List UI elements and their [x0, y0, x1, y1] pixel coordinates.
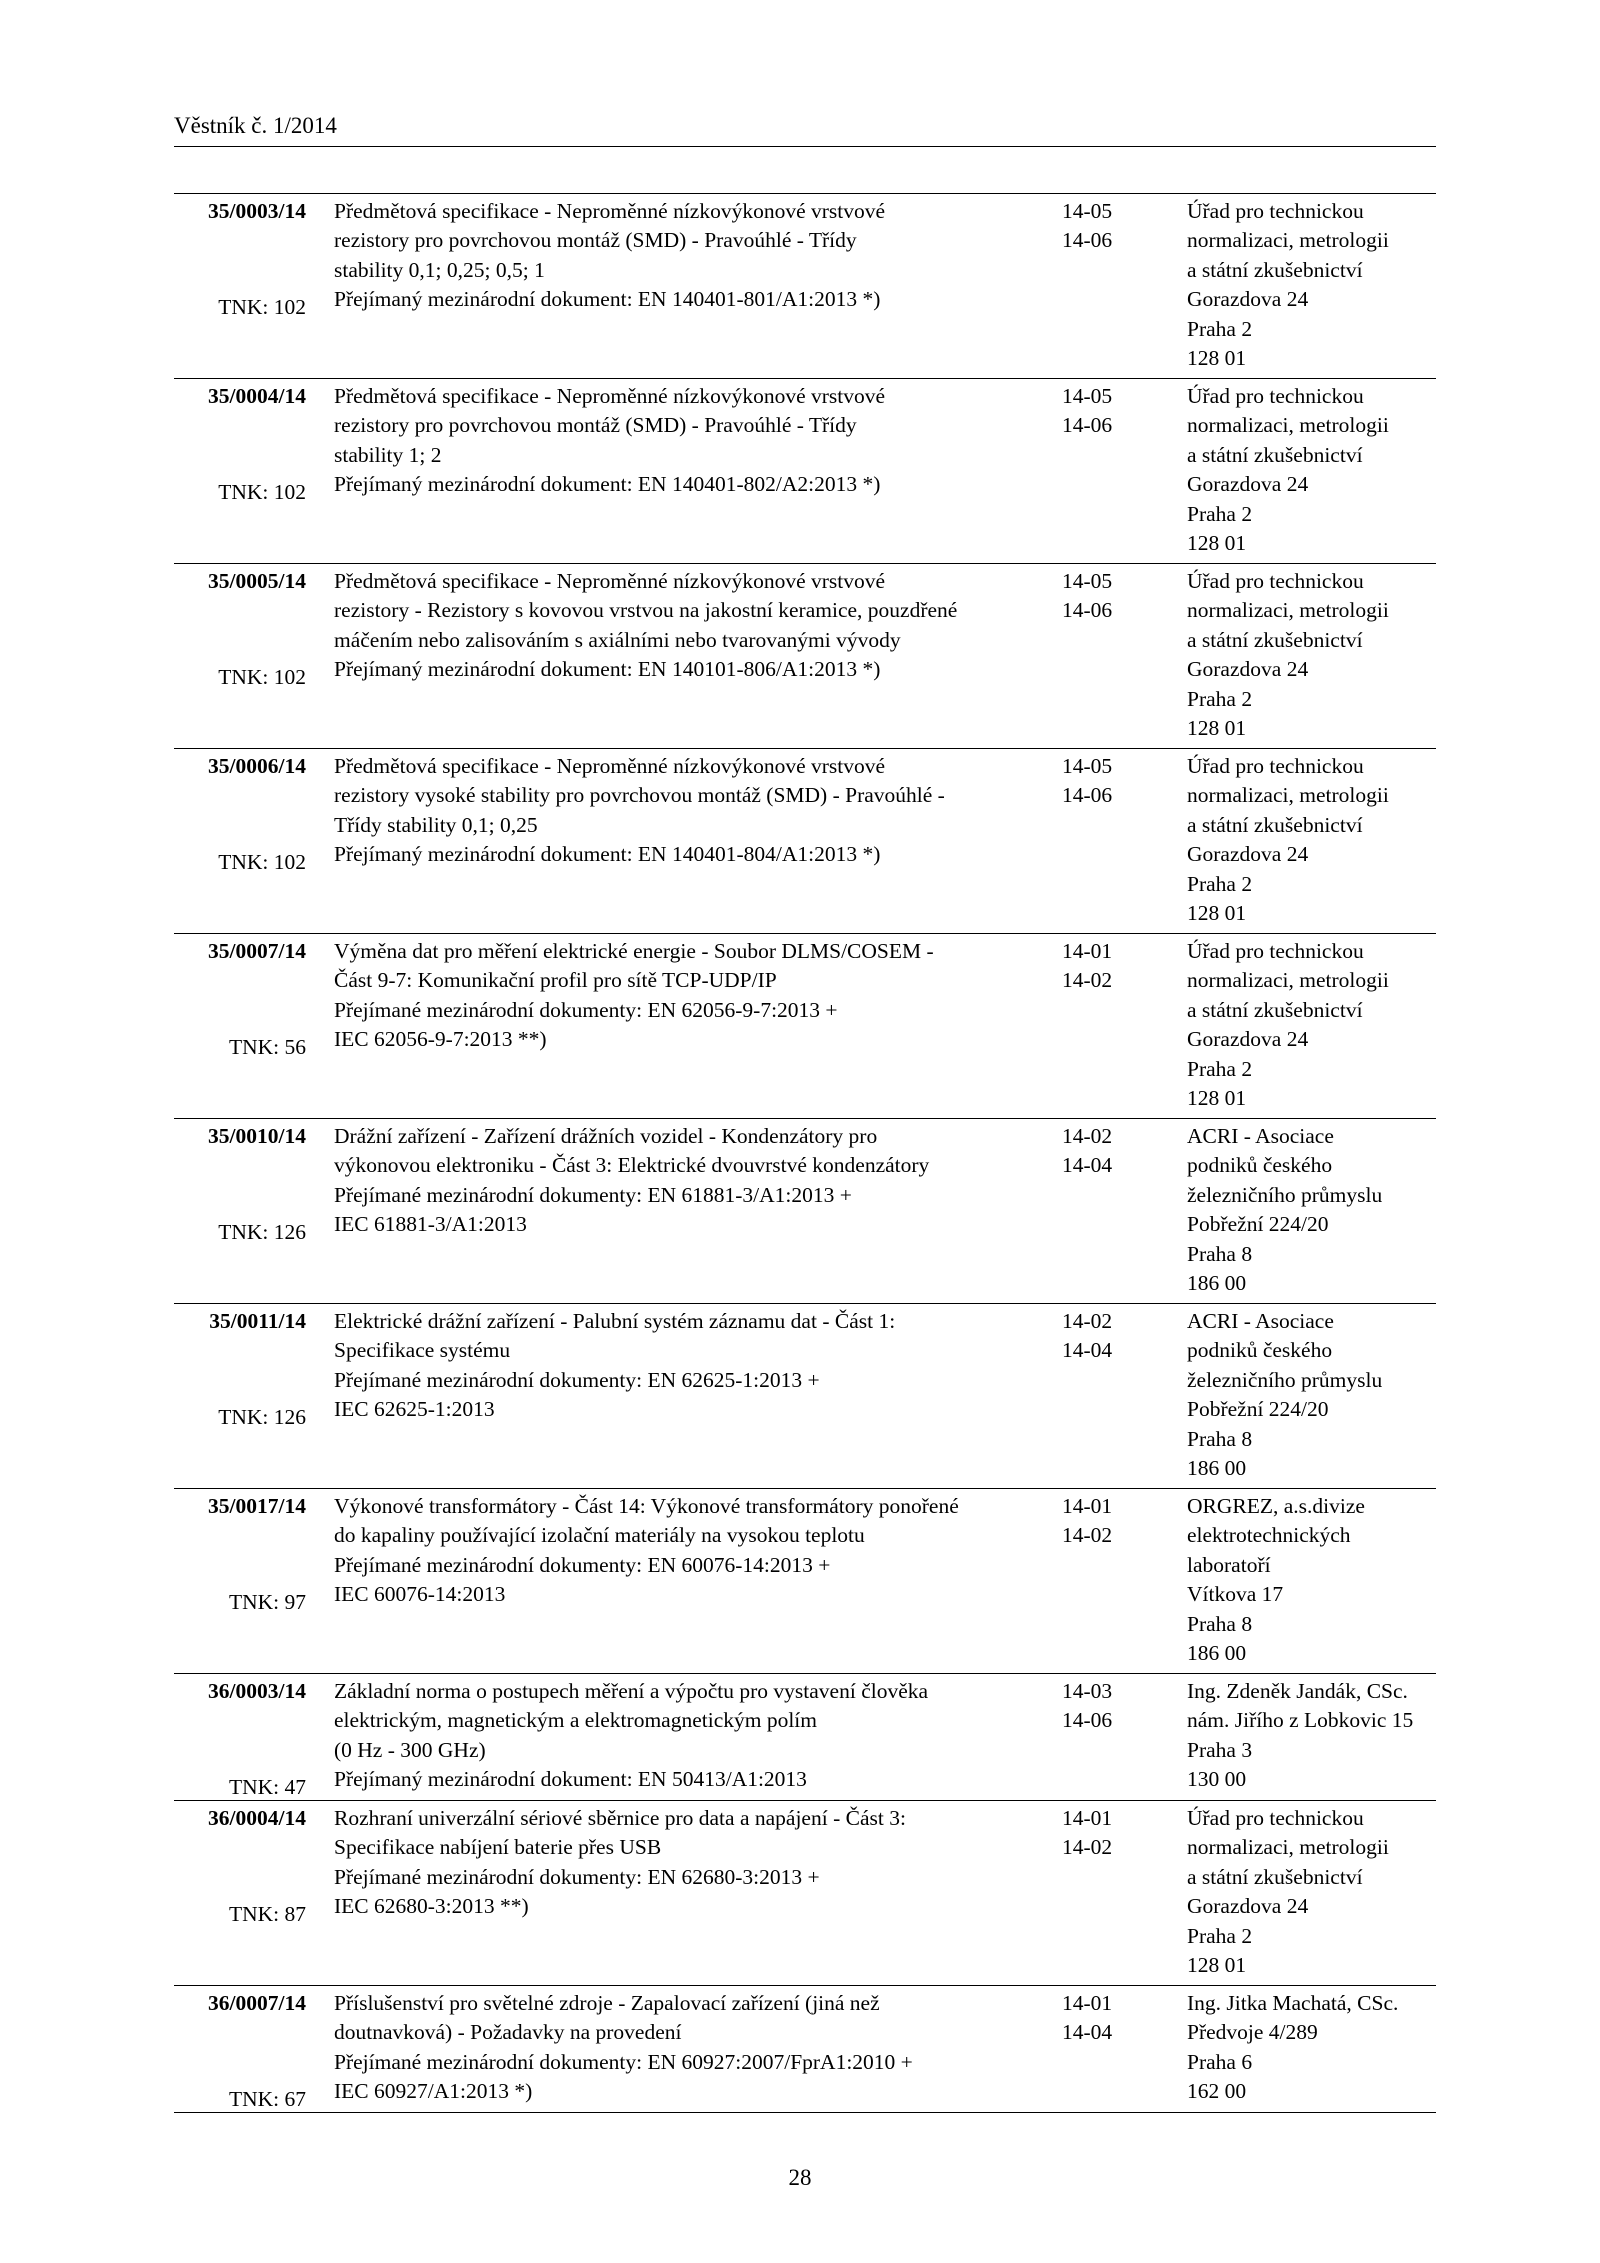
- entry-address-line: a státní zkušebnictví: [1187, 627, 1363, 652]
- entry-tnk: TNK: 102: [218, 665, 306, 689]
- table-row: [174, 378, 1436, 564]
- entry-title-line: Přejímané mezinárodní dokumenty: EN 62625-1:2013 +: [334, 1367, 820, 1392]
- entry-code: 14-01: [1062, 1806, 1113, 1830]
- entry-address-line: Praha 6: [1187, 2049, 1253, 2074]
- entry-address-line: 128 01: [1187, 1953, 1247, 1978]
- entry-codes: [1062, 567, 1162, 626]
- entry-codes: [1062, 1307, 1162, 1366]
- entry-address-line: Praha 2: [1187, 316, 1253, 341]
- entry-tnk: TNK: 102: [218, 480, 306, 504]
- entry-number: 35/0010/14: [208, 1124, 306, 1148]
- entry-address-line: Praha 2: [1187, 686, 1253, 711]
- entry-id-column: [174, 1122, 306, 1244]
- entry-address-line: Ing. Zdeněk Jandák, CSc.: [1187, 1679, 1408, 1703]
- entry-title-line: Předmětová specifikace - Neproměnné nízkovýkonové vrstvové: [334, 569, 886, 593]
- entry-title-line: Rozhraní univerzální sériové sběrnice pro data a napájení - Část 3:: [334, 1806, 906, 1830]
- entry-address: [1187, 937, 1436, 1113]
- entry-address-line: Gorazdova 24: [1187, 472, 1309, 497]
- entry-title-line: Přejímané mezinárodní dokumenty: EN 60927:2007/FprA1:2010 +: [334, 2049, 913, 2074]
- entry-title-line: IEC 61881-3/A1:2013: [334, 1212, 527, 1237]
- entry-code: 14-02: [1062, 1523, 1113, 1548]
- entry-code: 14-06: [1062, 413, 1113, 438]
- entry-codes: [1062, 197, 1162, 256]
- entry-address-line: Praha 2: [1187, 501, 1253, 526]
- entry-address-line: Praha 8: [1187, 1611, 1253, 1636]
- entry-address-line: železničního průmyslu: [1187, 1367, 1383, 1392]
- entry-address-line: Praha 2: [1187, 871, 1253, 896]
- entry-address-line: elektrotechnických: [1187, 1523, 1351, 1548]
- entry-codes: [1062, 1677, 1162, 1736]
- entry-address-line: 128 01: [1187, 716, 1247, 741]
- entry-code: 14-04: [1062, 2020, 1113, 2045]
- entry-address-line: 162 00: [1187, 2079, 1247, 2104]
- entry-title-line: Přejímaný mezinárodní dokument: EN 140101-806/A1:2013 *): [334, 657, 881, 682]
- table-row: [174, 1488, 1436, 1674]
- entry-id-column: [174, 1677, 306, 1799]
- entry-title-line: výkonovou elektroniku - Část 3: Elektrické dvouvrstvé kondenzátory: [334, 1153, 930, 1178]
- entry-address-line: a státní zkušebnictví: [1187, 442, 1363, 467]
- entry-codes: [1062, 937, 1162, 996]
- entry-codes: [1062, 1122, 1162, 1181]
- entry-number: 36/0003/14: [208, 1679, 306, 1703]
- entry-code: 14-06: [1062, 228, 1113, 253]
- entry-address-line: Předvoje 4/289: [1187, 2020, 1318, 2045]
- entry-address-line: Úřad pro technickou: [1187, 384, 1364, 408]
- entry-address: [1187, 1989, 1436, 2107]
- entry-address-line: 128 01: [1187, 531, 1247, 556]
- entry-address-line: normalizaci, metrologii: [1187, 1835, 1389, 1860]
- entry-address-line: Praha 3: [1187, 1737, 1253, 1762]
- entry-address-line: ACRI - Asociace: [1187, 1309, 1334, 1333]
- entry-code: 14-06: [1062, 598, 1113, 623]
- entry-number: 35/0003/14: [208, 199, 306, 223]
- entry-address-line: 186 00: [1187, 1641, 1247, 1666]
- entry-address: [1187, 1307, 1436, 1483]
- entry-number: 35/0017/14: [208, 1494, 306, 1518]
- table-row: [174, 563, 1436, 749]
- entry-address: [1187, 1804, 1436, 1980]
- entry-address-line: Gorazdova 24: [1187, 1027, 1309, 1052]
- entry-address-line: Úřad pro technickou: [1187, 1806, 1364, 1830]
- entry-title-line: Přejímaný mezinárodní dokument: EN 140401-801/A1:2013 *): [334, 287, 881, 312]
- entry-title-line: Přejímaný mezinárodní dokument: EN 140401-804/A1:2013 *): [334, 842, 881, 867]
- entry-title-line: Elektrické drážní zařízení - Palubní systém záznamu dat - Část 1:: [334, 1309, 896, 1333]
- entry-address-line: normalizaci, metrologii: [1187, 783, 1389, 808]
- table-row: [174, 1985, 1436, 2113]
- entry-address-line: Praha 2: [1187, 1056, 1253, 1081]
- table-row: [174, 1303, 1436, 1489]
- entry-address-line: podniků českého: [1187, 1338, 1333, 1363]
- entry-tnk: TNK: 102: [218, 850, 306, 874]
- entry-address-line: a státní zkušebnictví: [1187, 257, 1363, 282]
- table-row: [174, 193, 1436, 379]
- entry-title-line: rezistory - Rezistory s kovovou vrstvou na jakostní keramice, pouzdřené: [334, 598, 958, 623]
- entry-address-line: a státní zkušebnictví: [1187, 1864, 1363, 1889]
- entry-address-line: Úřad pro technickou: [1187, 569, 1364, 593]
- entry-address-line: 128 01: [1187, 1086, 1247, 1111]
- entry-address-line: Pobřežní 224/20: [1187, 1397, 1329, 1422]
- entry-tnk: TNK: 67: [228, 2087, 306, 2111]
- entry-number: 35/0007/14: [208, 939, 306, 963]
- header-rule: [174, 146, 1436, 147]
- entry-number: 35/0005/14: [208, 569, 306, 593]
- entry-address-line: 186 00: [1187, 1456, 1247, 1481]
- entry-address-line: Úřad pro technickou: [1187, 199, 1364, 223]
- entry-address-line: ACRI - Asociace: [1187, 1124, 1334, 1148]
- entry-code: 14-05: [1062, 199, 1113, 223]
- entry-address-line: Ing. Jitka Machatá, CSc.: [1187, 1991, 1399, 2015]
- entry-id-column: [174, 1307, 306, 1429]
- entry-title-line: Přejímaný mezinárodní dokument: EN 140401-802/A2:2013 *): [334, 472, 881, 497]
- entry-id-column: [174, 1804, 306, 1926]
- entry-title-line: Výkonové transformátory - Část 14: Výkonové transformátory ponořené: [334, 1494, 959, 1518]
- entry-title-line: IEC 62625-1:2013: [334, 1397, 495, 1422]
- entry-id-column: [174, 382, 306, 504]
- entry-address: [1187, 752, 1436, 928]
- entry-codes: [1062, 752, 1162, 811]
- entry-id-column: [174, 197, 306, 319]
- entry-address: [1187, 197, 1436, 373]
- entry-code: 14-05: [1062, 384, 1113, 408]
- entry-code: 14-06: [1062, 1708, 1113, 1733]
- entry-title-line: (0 Hz - 300 GHz): [334, 1737, 486, 1762]
- entry-code: 14-05: [1062, 754, 1113, 778]
- entry-address-line: 130 00: [1187, 1767, 1247, 1792]
- entry-address-line: Gorazdova 24: [1187, 287, 1309, 312]
- entry-address-line: Gorazdova 24: [1187, 842, 1309, 867]
- entry-address-line: nám. Jiřího z Lobkovic 15: [1187, 1708, 1414, 1733]
- entry-title-line: Přejímané mezinárodní dokumenty: EN 61881-3/A1:2013 +: [334, 1182, 852, 1207]
- entry-number: 35/0004/14: [208, 384, 306, 408]
- entry-title-line: Specifikace systému: [334, 1338, 511, 1363]
- entry-title-line: IEC 62056-9-7:2013 **): [334, 1027, 547, 1052]
- entry-address: [1187, 1677, 1436, 1795]
- entry-tnk: TNK: 56: [228, 1035, 306, 1059]
- page-number: 28: [788, 2165, 812, 2190]
- entry-title-line: do kapaliny používající izolační materiály na vysokou teplotu: [334, 1523, 865, 1548]
- entry-title-line: Příslušenství pro světelné zdroje - Zapalovací zařízení (jiná než: [334, 1991, 880, 2015]
- entry-address-line: a státní zkušebnictví: [1187, 812, 1363, 837]
- entry-number: 35/0006/14: [208, 754, 306, 778]
- entry-title-line: Třídy stability 0,1; 0,25: [334, 812, 538, 837]
- entry-title-line: máčením nebo zalisováním s axiálními nebo tvarovanými vývody: [334, 627, 901, 652]
- entry-address-line: Gorazdova 24: [1187, 657, 1309, 682]
- entry-address-line: podniků českého: [1187, 1153, 1333, 1178]
- entry-code: 14-06: [1062, 783, 1113, 808]
- entry-address-line: Praha 2: [1187, 1923, 1253, 1948]
- entry-title-line: elektrickým, magnetickým a elektromagnetickým polím: [334, 1708, 818, 1733]
- entry-codes: [1062, 1804, 1162, 1863]
- entry-id-column: [174, 567, 306, 689]
- entry-tnk: TNK: 97: [228, 1590, 306, 1614]
- entry-title-line: IEC 60927/A1:2013 *): [334, 2079, 533, 2104]
- entry-number: 35/0011/14: [209, 1309, 306, 1333]
- entry-title-line: Přejímané mezinárodní dokumenty: EN 62056-9-7:2013 +: [334, 997, 838, 1022]
- entry-address-line: ORGREZ, a.s.divize: [1187, 1494, 1365, 1518]
- entry-address-line: Gorazdova 24: [1187, 1894, 1309, 1919]
- entry-title-line: Předmětová specifikace - Neproměnné nízkovýkonové vrstvové: [334, 384, 886, 408]
- entry-address: [1187, 1122, 1436, 1298]
- table-row: [174, 1673, 1436, 1801]
- entry-title-line: Drážní zařízení - Zařízení drážních vozidel - Kondenzátory pro: [334, 1124, 878, 1148]
- entry-id-column: [174, 1492, 306, 1614]
- entry-code: 14-02: [1062, 1124, 1113, 1148]
- entry-code: 14-02: [1062, 968, 1113, 993]
- entry-tnk: TNK: 126: [218, 1405, 306, 1429]
- entry-codes: [1062, 1492, 1162, 1551]
- entry-id-column: [174, 752, 306, 874]
- entry-title-line: Přejímané mezinárodní dokumenty: EN 62680-3:2013 +: [334, 1864, 820, 1889]
- entry-address-line: a státní zkušebnictví: [1187, 997, 1363, 1022]
- entry-address-line: železničního průmyslu: [1187, 1182, 1383, 1207]
- entry-code: 14-02: [1062, 1835, 1113, 1860]
- entry-code: 14-04: [1062, 1338, 1113, 1363]
- entry-code: 14-04: [1062, 1153, 1113, 1178]
- entry-title-line: rezistory pro povrchovou montáž (SMD) - Pravoúhlé - Třídy: [334, 228, 857, 253]
- entry-title-line: Přejímané mezinárodní dokumenty: EN 60076-14:2013 +: [334, 1552, 831, 1577]
- entry-address-line: 128 01: [1187, 901, 1247, 926]
- entry-code: 14-01: [1062, 1991, 1113, 2015]
- entry-title-line: doutnavková) - Požadavky na provedení: [334, 2020, 682, 2045]
- entry-number: 36/0007/14: [208, 1991, 306, 2015]
- entry-tnk: TNK: 126: [218, 1220, 306, 1244]
- entry-tnk: TNK: 47: [228, 1775, 306, 1799]
- entry-code: 14-01: [1062, 1494, 1113, 1518]
- entry-address-line: Úřad pro technickou: [1187, 939, 1364, 963]
- entry-codes: [1062, 382, 1162, 441]
- entry-title-line: stability 1; 2: [334, 442, 442, 467]
- entry-tnk: TNK: 102: [218, 295, 306, 319]
- table-row: [174, 748, 1436, 934]
- entry-title-line: Výměna dat pro měření elektrické energie - Soubor DLMS/COSEM -: [334, 939, 934, 963]
- entry-number: 36/0004/14: [208, 1806, 306, 1830]
- entry-title-line: rezistory pro povrchovou montáž (SMD) - Pravoúhlé - Třídy: [334, 413, 857, 438]
- entry-id-column: [174, 1989, 306, 2111]
- entry-title-line: stability 0,1; 0,25; 0,5; 1: [334, 257, 545, 282]
- entry-address: [1187, 1492, 1436, 1668]
- entry-title-line: IEC 60076-14:2013: [334, 1582, 506, 1607]
- page-header-title: Věstník č. 1/2014: [174, 113, 337, 138]
- entry-address-line: Úřad pro technickou: [1187, 754, 1364, 778]
- entry-address-line: Pobřežní 224/20: [1187, 1212, 1329, 1237]
- table-row: [174, 933, 1436, 1119]
- entry-title-line: rezistory vysoké stability pro povrchovou montáž (SMD) - Pravoúhlé -: [334, 783, 945, 808]
- entry-code: 14-05: [1062, 569, 1113, 593]
- entry-title-line: Předmětová specifikace - Neproměnné nízkovýkonové vrstvové: [334, 754, 886, 778]
- entry-tnk: TNK: 87: [228, 1902, 306, 1926]
- entry-address-line: normalizaci, metrologii: [1187, 228, 1389, 253]
- entry-address-line: laboratoří: [1187, 1552, 1271, 1577]
- entry-address-line: Vítkova 17: [1187, 1582, 1284, 1607]
- entry-address: [1187, 567, 1436, 743]
- entry-title-line: Část 9-7: Komunikační profil pro sítě TCP-UDP/IP: [334, 968, 777, 993]
- entry-title-line: Specifikace nabíjení baterie přes USB: [334, 1835, 662, 1860]
- entry-title-line: Základní norma o postupech měření a výpočtu pro vystavení člověka: [334, 1679, 929, 1703]
- entry-title-line: Přejímaný mezinárodní dokument: EN 50413/A1:2013: [334, 1767, 807, 1792]
- entry-address-line: 186 00: [1187, 1271, 1247, 1296]
- entry-address-line: normalizaci, metrologii: [1187, 413, 1389, 438]
- entry-address-line: Praha 8: [1187, 1426, 1253, 1451]
- entry-title-line: IEC 62680-3:2013 **): [334, 1894, 529, 1919]
- entry-address-line: Praha 8: [1187, 1241, 1253, 1266]
- entry-title-line: Předmětová specifikace - Neproměnné nízkovýkonové vrstvové: [334, 199, 886, 223]
- entry-code: 14-01: [1062, 939, 1113, 963]
- table-row: [174, 1800, 1436, 1986]
- entry-address-line: 128 01: [1187, 346, 1247, 371]
- entry-codes: [1062, 1989, 1162, 2048]
- entry-code: 14-03: [1062, 1679, 1113, 1703]
- entry-code: 14-02: [1062, 1309, 1113, 1333]
- entry-id-column: [174, 937, 306, 1059]
- entry-address: [1187, 382, 1436, 558]
- table-row: [174, 1118, 1436, 1304]
- entry-address-line: normalizaci, metrologii: [1187, 968, 1389, 993]
- entry-address-line: normalizaci, metrologii: [1187, 598, 1389, 623]
